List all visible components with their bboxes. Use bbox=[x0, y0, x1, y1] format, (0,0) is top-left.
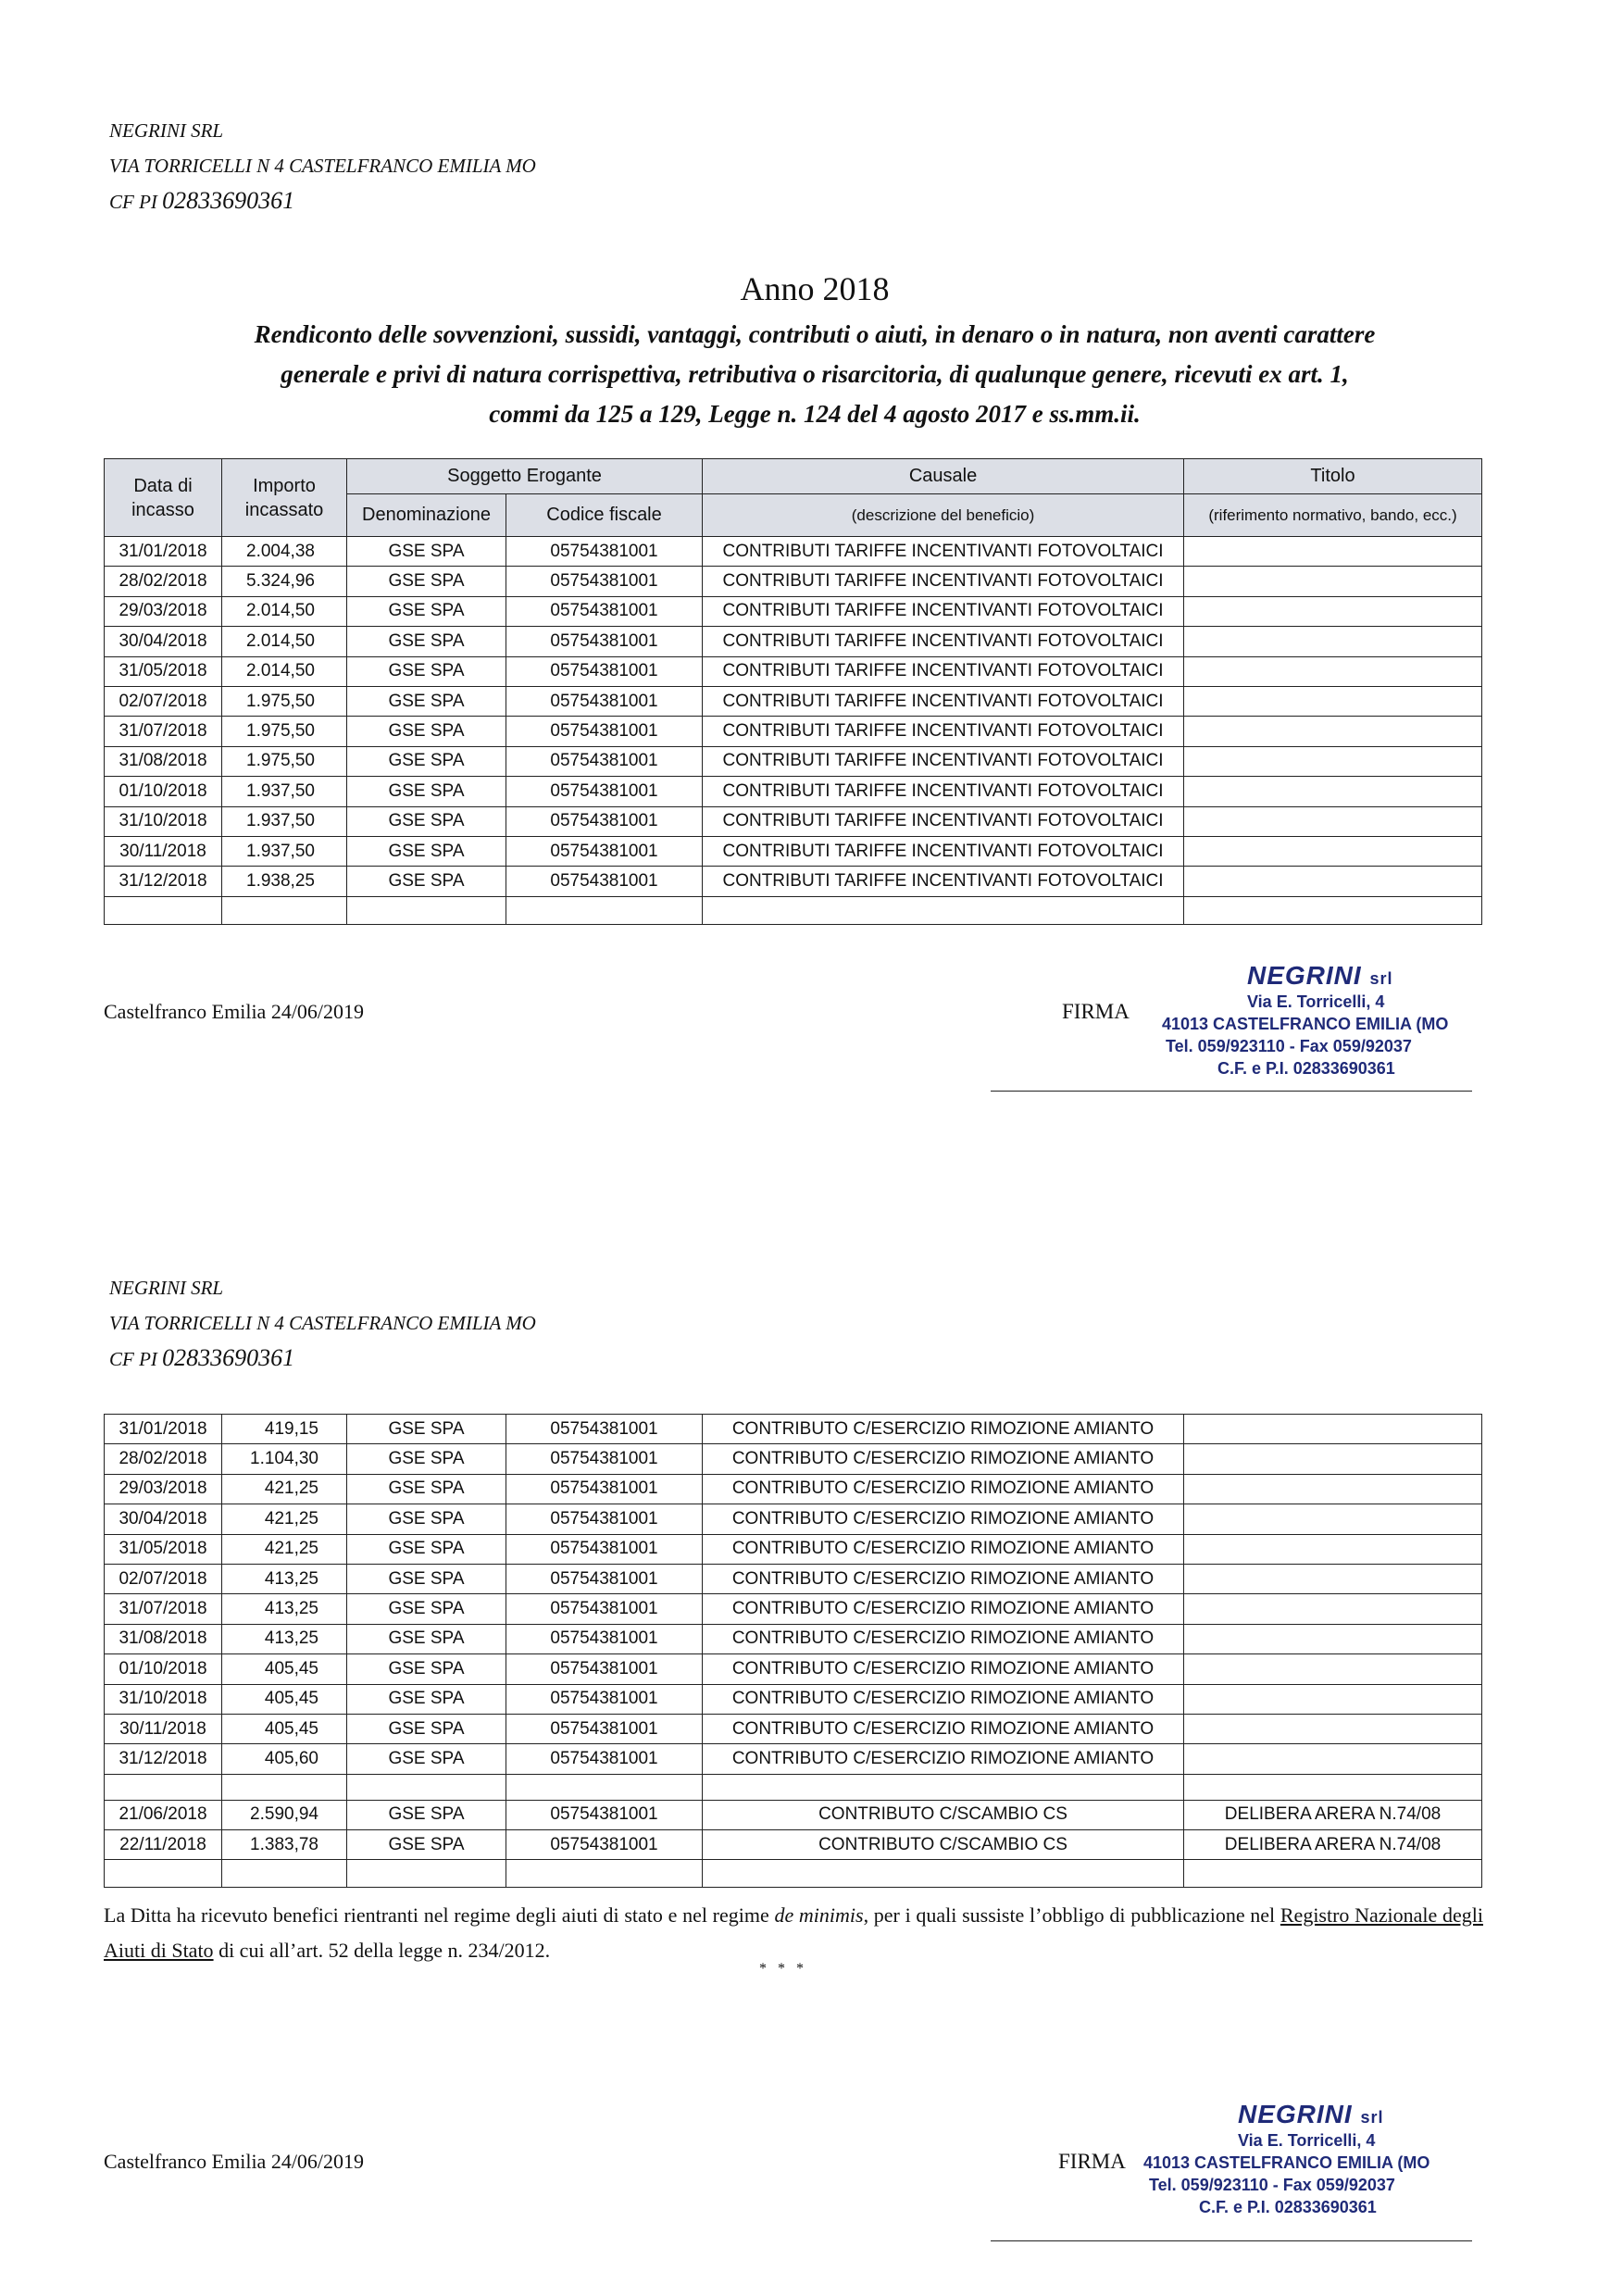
cell-codice-fiscale: 05754381001 bbox=[506, 1684, 703, 1714]
cell-importo: 2.014,50 bbox=[222, 656, 347, 686]
cell-denominazione: GSE SPA bbox=[347, 1474, 506, 1504]
cell-codice-fiscale: 05754381001 bbox=[506, 1654, 703, 1684]
header-titolo-sub: (riferimento normativo, bando, ecc.) bbox=[1184, 494, 1482, 537]
cell-titolo bbox=[1184, 836, 1482, 866]
cell-importo: 2.590,94 bbox=[222, 1800, 347, 1829]
cell-data: 31/05/2018 bbox=[105, 1534, 222, 1564]
header-titolo: Titolo bbox=[1184, 459, 1482, 494]
company-cf: CF PI 02833690361 bbox=[109, 187, 295, 214]
cell-denominazione: GSE SPA bbox=[347, 746, 506, 776]
cell-denominazione: GSE SPA bbox=[347, 1714, 506, 1743]
document-title bbox=[102, 267, 1528, 434]
company-header-1 bbox=[109, 113, 536, 219]
table-row bbox=[105, 1534, 1482, 1564]
cell-causale: CONTRIBUTI TARIFFE INCENTIVANTI FOTOVOLTAICI bbox=[703, 806, 1184, 836]
cell-codice-fiscale: 05754381001 bbox=[506, 1415, 703, 1444]
table-row bbox=[105, 1714, 1482, 1743]
cell-causale: CONTRIBUTI TARIFFE INCENTIVANTI FOTOVOLTAICI bbox=[703, 836, 1184, 866]
contributions-table-2 bbox=[104, 1414, 1482, 1888]
table-row bbox=[105, 537, 1482, 567]
table-row bbox=[105, 1474, 1482, 1504]
cell-denominazione: GSE SPA bbox=[347, 627, 506, 656]
cell-codice-fiscale: 05754381001 bbox=[506, 686, 703, 716]
cell-titolo bbox=[1184, 746, 1482, 776]
cell-importo: 1.937,50 bbox=[222, 806, 347, 836]
cell-denominazione: GSE SPA bbox=[347, 596, 506, 626]
table-row-empty bbox=[105, 1774, 1482, 1800]
cell-codice-fiscale bbox=[506, 1860, 703, 1888]
header-importo: Importo incassato bbox=[222, 459, 347, 537]
cell-titolo bbox=[1184, 1504, 1482, 1534]
footnote: La Ditta ha ricevuto benefici rientranti nel regime degli aiuti di stato e nel regime de minimis, per i quali sussiste l’obbligo di pubblicazione nel Registro Nazionale degli Aiuti di Stato di cui all’art. 52 della legge n. 234/2012. bbox=[104, 1903, 1483, 1962]
place-date-2: Castelfranco Emilia 24/06/2019 bbox=[104, 2150, 365, 2173]
firma-label-2: FIRMA bbox=[1058, 2150, 1126, 2173]
cell-codice-fiscale: 05754381001 bbox=[506, 1714, 703, 1743]
cell-causale: CONTRIBUTI TARIFFE INCENTIVANTI FOTOVOLTAICI bbox=[703, 537, 1184, 567]
cell-data: 29/03/2018 bbox=[105, 1474, 222, 1504]
table-row bbox=[105, 1444, 1482, 1474]
cell-denominazione: GSE SPA bbox=[347, 1830, 506, 1860]
table-row bbox=[105, 806, 1482, 836]
table-row bbox=[105, 1684, 1482, 1714]
cell-titolo bbox=[1184, 1860, 1482, 1888]
company-name: NEGRINI SRL bbox=[109, 119, 224, 142]
cell-codice-fiscale: 05754381001 bbox=[506, 746, 703, 776]
cell-titolo bbox=[1184, 1774, 1482, 1800]
cell-importo: 413,25 bbox=[222, 1564, 347, 1593]
table-row bbox=[105, 567, 1482, 596]
cell-titolo bbox=[1184, 777, 1482, 806]
cell-data: 31/01/2018 bbox=[105, 537, 222, 567]
cell-importo: 2.014,50 bbox=[222, 627, 347, 656]
cell-data: 30/04/2018 bbox=[105, 1504, 222, 1534]
cell-causale: CONTRIBUTO C/ESERCIZIO RIMOZIONE AMIANTO bbox=[703, 1594, 1184, 1624]
cell-causale: CONTRIBUTO C/SCAMBIO CS bbox=[703, 1800, 1184, 1829]
cell-data: 31/08/2018 bbox=[105, 746, 222, 776]
cell-codice-fiscale bbox=[506, 896, 703, 924]
cell-data: 29/03/2018 bbox=[105, 596, 222, 626]
cell-denominazione: GSE SPA bbox=[347, 1444, 506, 1474]
cell-codice-fiscale: 05754381001 bbox=[506, 1504, 703, 1534]
cell-data: 30/11/2018 bbox=[105, 836, 222, 866]
cell-titolo bbox=[1184, 537, 1482, 567]
cell-importo: 1.104,30 bbox=[222, 1444, 347, 1474]
cell-data: 02/07/2018 bbox=[105, 1564, 222, 1593]
cell-denominazione: GSE SPA bbox=[347, 806, 506, 836]
cell-codice-fiscale: 05754381001 bbox=[506, 777, 703, 806]
cell-data: 02/07/2018 bbox=[105, 686, 222, 716]
table-row bbox=[105, 1800, 1482, 1829]
company-stamp-1: NEGRINI srl Via E. Torricelli, 4 41013 CASTELFRANCO EMILIA (MO Tel. 059/923110 - Fax 059/92037 C.F. e P.I. 02833690361 bbox=[1162, 961, 1449, 1078]
cell-titolo bbox=[1184, 717, 1482, 746]
cell-titolo bbox=[1184, 1474, 1482, 1504]
cell-causale: CONTRIBUTI TARIFFE INCENTIVANTI FOTOVOLTAICI bbox=[703, 686, 1184, 716]
cell-causale: CONTRIBUTI TARIFFE INCENTIVANTI FOTOVOLTAICI bbox=[703, 656, 1184, 686]
cell-importo: 1.938,25 bbox=[222, 867, 347, 896]
cell-causale: CONTRIBUTO C/ESERCIZIO RIMOZIONE AMIANTO bbox=[703, 1654, 1184, 1684]
cell-denominazione bbox=[347, 1860, 506, 1888]
table-row bbox=[105, 596, 1482, 626]
cell-data: 31/01/2018 bbox=[105, 1415, 222, 1444]
table-row bbox=[105, 717, 1482, 746]
cell-denominazione: GSE SPA bbox=[347, 1534, 506, 1564]
cell-titolo bbox=[1184, 896, 1482, 924]
contributions-table-1 bbox=[104, 458, 1482, 925]
title-year: Anno 2018 bbox=[740, 270, 890, 307]
cell-causale: CONTRIBUTI TARIFFE INCENTIVANTI FOTOVOLTAICI bbox=[703, 777, 1184, 806]
cell-denominazione: GSE SPA bbox=[347, 1504, 506, 1534]
table-row bbox=[105, 1830, 1482, 1860]
signature-line-1 bbox=[991, 1091, 1472, 1092]
cell-importo: 413,25 bbox=[222, 1624, 347, 1653]
cell-codice-fiscale: 05754381001 bbox=[506, 1564, 703, 1593]
cell-denominazione: GSE SPA bbox=[347, 777, 506, 806]
table-row bbox=[105, 1504, 1482, 1534]
cell-codice-fiscale: 05754381001 bbox=[506, 1744, 703, 1774]
header-denominazione: Denominazione bbox=[347, 494, 506, 537]
cell-causale: CONTRIBUTI TARIFFE INCENTIVANTI FOTOVOLTAICI bbox=[703, 717, 1184, 746]
cell-data bbox=[105, 896, 222, 924]
cell-importo: 1.975,50 bbox=[222, 717, 347, 746]
header-causale: Causale bbox=[703, 459, 1184, 494]
table-row bbox=[105, 1564, 1482, 1593]
table-row bbox=[105, 627, 1482, 656]
cell-importo: 1.937,50 bbox=[222, 836, 347, 866]
cell-causale: CONTRIBUTO C/SCAMBIO CS bbox=[703, 1830, 1184, 1860]
cell-codice-fiscale: 05754381001 bbox=[506, 567, 703, 596]
cell-data: 31/10/2018 bbox=[105, 806, 222, 836]
cell-data: 21/06/2018 bbox=[105, 1800, 222, 1829]
cell-titolo bbox=[1184, 1415, 1482, 1444]
cell-denominazione: GSE SPA bbox=[347, 537, 506, 567]
cell-causale: CONTRIBUTO C/ESERCIZIO RIMOZIONE AMIANTO bbox=[703, 1415, 1184, 1444]
cell-denominazione: GSE SPA bbox=[347, 1800, 506, 1829]
cell-data: 31/05/2018 bbox=[105, 656, 222, 686]
table-row bbox=[105, 1654, 1482, 1684]
cell-data: 31/12/2018 bbox=[105, 867, 222, 896]
cell-causale: CONTRIBUTO C/ESERCIZIO RIMOZIONE AMIANTO bbox=[703, 1504, 1184, 1534]
cell-causale: CONTRIBUTI TARIFFE INCENTIVANTI FOTOVOLTAICI bbox=[703, 746, 1184, 776]
company-name-2: NEGRINI SRL bbox=[109, 1277, 224, 1299]
cell-codice-fiscale: 05754381001 bbox=[506, 596, 703, 626]
cell-causale: CONTRIBUTO C/ESERCIZIO RIMOZIONE AMIANTO bbox=[703, 1684, 1184, 1714]
cell-causale: CONTRIBUTO C/ESERCIZIO RIMOZIONE AMIANTO bbox=[703, 1744, 1184, 1774]
cell-importo: 421,25 bbox=[222, 1534, 347, 1564]
cell-denominazione: GSE SPA bbox=[347, 1654, 506, 1684]
cell-titolo bbox=[1184, 1744, 1482, 1774]
cell-codice-fiscale: 05754381001 bbox=[506, 1830, 703, 1860]
cell-titolo bbox=[1184, 596, 1482, 626]
cell-titolo bbox=[1184, 686, 1482, 716]
cell-importo: 1.937,50 bbox=[222, 777, 347, 806]
company-stamp-2: NEGRINI srl Via E. Torricelli, 4 41013 CASTELFRANCO EMILIA (MO Tel. 059/923110 - Fax 059/92037 C.F. e P.I. 02833690361 bbox=[1143, 2100, 1430, 2216]
cell-denominazione: GSE SPA bbox=[347, 1594, 506, 1624]
table-row-empty bbox=[105, 896, 1482, 924]
table-row bbox=[105, 867, 1482, 896]
cell-importo: 405,45 bbox=[222, 1684, 347, 1714]
cell-titolo bbox=[1184, 1534, 1482, 1564]
cell-causale bbox=[703, 896, 1184, 924]
cell-importo: 2.004,38 bbox=[222, 537, 347, 567]
header-causale-sub: (descrizione del beneficio) bbox=[703, 494, 1184, 537]
cell-codice-fiscale: 05754381001 bbox=[506, 1534, 703, 1564]
cell-data: 31/08/2018 bbox=[105, 1624, 222, 1653]
cell-denominazione: GSE SPA bbox=[347, 717, 506, 746]
cell-data bbox=[105, 1774, 222, 1800]
cell-importo bbox=[222, 1774, 347, 1800]
cell-titolo bbox=[1184, 1564, 1482, 1593]
header-data-incasso: Data di incasso bbox=[105, 459, 222, 537]
cell-codice-fiscale: 05754381001 bbox=[506, 1474, 703, 1504]
cell-titolo bbox=[1184, 567, 1482, 596]
cell-data: 31/12/2018 bbox=[105, 1744, 222, 1774]
cell-titolo bbox=[1184, 1714, 1482, 1743]
cell-codice-fiscale: 05754381001 bbox=[506, 656, 703, 686]
cell-causale: CONTRIBUTO C/ESERCIZIO RIMOZIONE AMIANTO bbox=[703, 1474, 1184, 1504]
cell-denominazione bbox=[347, 1774, 506, 1800]
cell-codice-fiscale: 05754381001 bbox=[506, 1594, 703, 1624]
cell-causale bbox=[703, 1860, 1184, 1888]
company-cf-2: CF PI 02833690361 bbox=[109, 1344, 295, 1371]
company-header-2 bbox=[109, 1270, 536, 1377]
cell-titolo bbox=[1184, 867, 1482, 896]
cell-codice-fiscale: 05754381001 bbox=[506, 717, 703, 746]
cell-importo: 2.014,50 bbox=[222, 596, 347, 626]
cell-denominazione: GSE SPA bbox=[347, 567, 506, 596]
cell-causale: CONTRIBUTI TARIFFE INCENTIVANTI FOTOVOLTAICI bbox=[703, 567, 1184, 596]
cell-causale: CONTRIBUTO C/ESERCIZIO RIMOZIONE AMIANTO bbox=[703, 1444, 1184, 1474]
table-row bbox=[105, 1624, 1482, 1653]
cell-codice-fiscale: 05754381001 bbox=[506, 1624, 703, 1653]
cell-causale: CONTRIBUTO C/ESERCIZIO RIMOZIONE AMIANTO bbox=[703, 1624, 1184, 1653]
table-row bbox=[105, 777, 1482, 806]
table-row bbox=[105, 1415, 1482, 1444]
cell-titolo bbox=[1184, 1444, 1482, 1474]
cell-denominazione: GSE SPA bbox=[347, 836, 506, 866]
cell-codice-fiscale: 05754381001 bbox=[506, 1800, 703, 1829]
header-soggetto-erogante: Soggetto Erogante bbox=[347, 459, 703, 494]
cell-causale bbox=[703, 1774, 1184, 1800]
cell-importo bbox=[222, 896, 347, 924]
table-row bbox=[105, 656, 1482, 686]
header-codice-fiscale: Codice fiscale bbox=[506, 494, 703, 537]
cell-causale: CONTRIBUTO C/ESERCIZIO RIMOZIONE AMIANTO bbox=[703, 1714, 1184, 1743]
cell-importo: 1.975,50 bbox=[222, 686, 347, 716]
cell-denominazione: GSE SPA bbox=[347, 867, 506, 896]
cell-codice-fiscale: 05754381001 bbox=[506, 1444, 703, 1474]
table-row bbox=[105, 1594, 1482, 1624]
cell-titolo: DELIBERA ARERA N.74/08 bbox=[1184, 1830, 1482, 1860]
cell-data: 31/07/2018 bbox=[105, 1594, 222, 1624]
cell-importo: 405,45 bbox=[222, 1714, 347, 1743]
separator-stars: * * * bbox=[759, 1961, 807, 1977]
cell-denominazione: GSE SPA bbox=[347, 1624, 506, 1653]
cell-data: 01/10/2018 bbox=[105, 777, 222, 806]
table-row-empty bbox=[105, 1860, 1482, 1888]
cell-importo: 413,25 bbox=[222, 1594, 347, 1624]
cell-importo: 405,60 bbox=[222, 1744, 347, 1774]
cell-importo: 419,15 bbox=[222, 1415, 347, 1444]
cell-causale: CONTRIBUTI TARIFFE INCENTIVANTI FOTOVOLTAICI bbox=[703, 627, 1184, 656]
cell-importo: 421,25 bbox=[222, 1504, 347, 1534]
cell-titolo: DELIBERA ARERA N.74/08 bbox=[1184, 1800, 1482, 1829]
cell-codice-fiscale: 05754381001 bbox=[506, 537, 703, 567]
table-row bbox=[105, 746, 1482, 776]
cell-denominazione: GSE SPA bbox=[347, 656, 506, 686]
cell-importo bbox=[222, 1860, 347, 1888]
cell-codice-fiscale: 05754381001 bbox=[506, 806, 703, 836]
cell-denominazione: GSE SPA bbox=[347, 1684, 506, 1714]
cell-importo: 405,45 bbox=[222, 1654, 347, 1684]
cell-data: 28/02/2018 bbox=[105, 567, 222, 596]
cell-denominazione: GSE SPA bbox=[347, 1744, 506, 1774]
cell-titolo bbox=[1184, 1594, 1482, 1624]
signature-line-2 bbox=[991, 2240, 1472, 2241]
cell-codice-fiscale bbox=[506, 1774, 703, 1800]
cell-causale: CONTRIBUTI TARIFFE INCENTIVANTI FOTOVOLTAICI bbox=[703, 867, 1184, 896]
cell-data bbox=[105, 1860, 222, 1888]
company-address-2: VIA TORRICELLI N 4 CASTELFRANCO EMILIA MO bbox=[109, 1312, 536, 1334]
cell-importo: 5.324,96 bbox=[222, 567, 347, 596]
cell-data: 28/02/2018 bbox=[105, 1444, 222, 1474]
cell-codice-fiscale: 05754381001 bbox=[506, 836, 703, 866]
cell-data: 30/11/2018 bbox=[105, 1714, 222, 1743]
cell-titolo bbox=[1184, 656, 1482, 686]
cell-importo: 1.975,50 bbox=[222, 746, 347, 776]
cell-causale: CONTRIBUTO C/ESERCIZIO RIMOZIONE AMIANTO bbox=[703, 1564, 1184, 1593]
cell-denominazione: GSE SPA bbox=[347, 1564, 506, 1593]
company-address: VIA TORRICELLI N 4 CASTELFRANCO EMILIA MO bbox=[109, 155, 536, 177]
cell-data: 31/10/2018 bbox=[105, 1684, 222, 1714]
cell-data: 31/07/2018 bbox=[105, 717, 222, 746]
table-row bbox=[105, 836, 1482, 866]
place-date-1: Castelfranco Emilia 24/06/2019 bbox=[104, 1000, 365, 1023]
cell-causale: CONTRIBUTI TARIFFE INCENTIVANTI FOTOVOLTAICI bbox=[703, 596, 1184, 626]
cell-titolo bbox=[1184, 1684, 1482, 1714]
cell-codice-fiscale: 05754381001 bbox=[506, 627, 703, 656]
cell-titolo bbox=[1184, 1654, 1482, 1684]
cell-importo: 1.383,78 bbox=[222, 1830, 347, 1860]
cell-denominazione: GSE SPA bbox=[347, 686, 506, 716]
cell-denominazione bbox=[347, 896, 506, 924]
cell-titolo bbox=[1184, 806, 1482, 836]
cell-importo: 421,25 bbox=[222, 1474, 347, 1504]
table-row bbox=[105, 1744, 1482, 1774]
cell-titolo bbox=[1184, 627, 1482, 656]
cell-causale: CONTRIBUTO C/ESERCIZIO RIMOZIONE AMIANTO bbox=[703, 1534, 1184, 1564]
cell-denominazione: GSE SPA bbox=[347, 1415, 506, 1444]
cell-titolo bbox=[1184, 1624, 1482, 1653]
title-subtitle: Rendiconto delle sovvenzioni, sussidi, vantaggi, contributi o aiuti, in denaro o in natura, non aventi carattere generale e privi di natura corrispettiva, retributiva o risarcitoria, di qualunque genere, ricevuti ex art. 1, commi da 125 a 129, Legge n. 124 del 4 agosto 2017 e ss.mm.ii. bbox=[254, 320, 1376, 428]
cell-data: 01/10/2018 bbox=[105, 1654, 222, 1684]
cell-codice-fiscale: 05754381001 bbox=[506, 867, 703, 896]
cell-data: 22/11/2018 bbox=[105, 1830, 222, 1860]
table-row bbox=[105, 686, 1482, 716]
cell-data: 30/04/2018 bbox=[105, 627, 222, 656]
firma-label-1: FIRMA bbox=[1062, 1000, 1130, 1023]
